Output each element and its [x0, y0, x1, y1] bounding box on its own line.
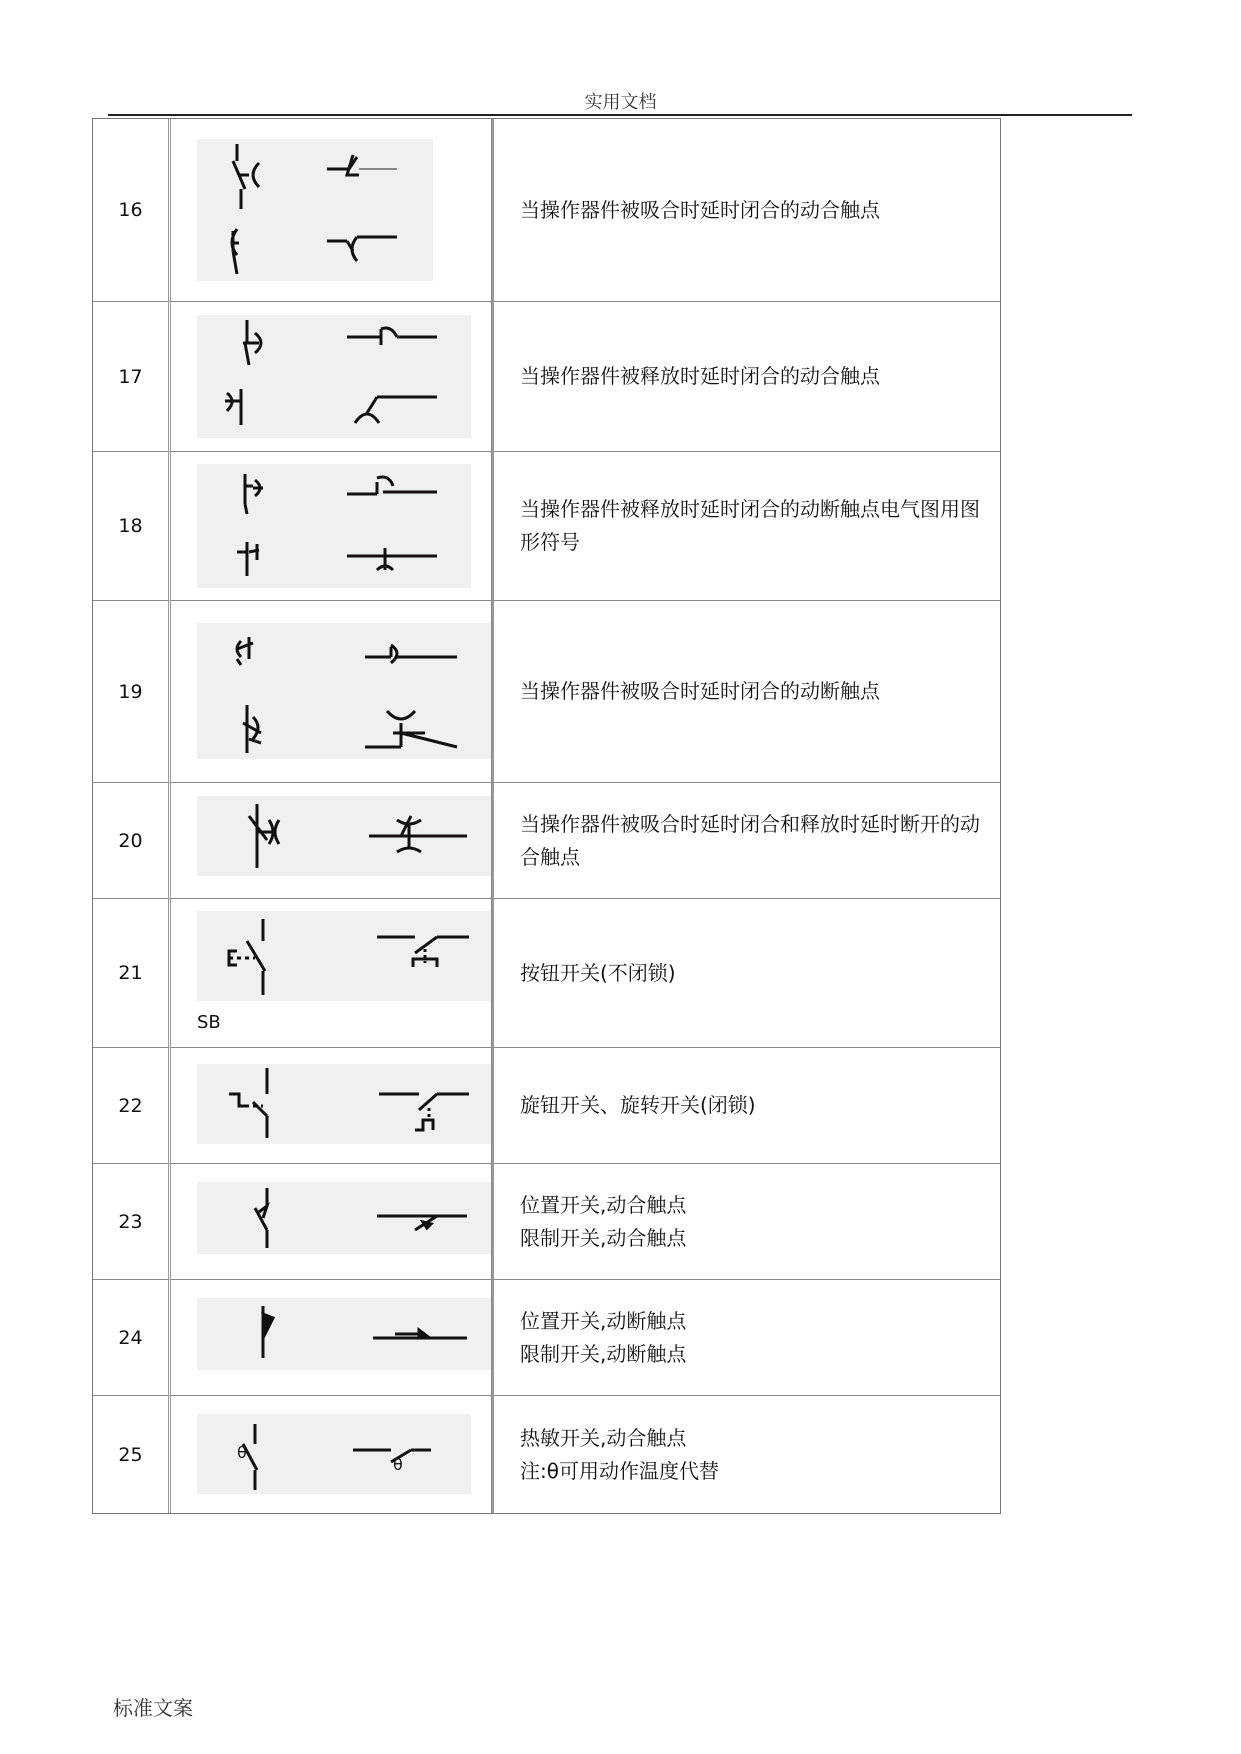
symbol-cell	[171, 302, 492, 452]
row-number: 21	[93, 899, 171, 1048]
description-line: 位置开关,动合触点	[520, 1192, 687, 1217]
symbol-cell	[171, 452, 492, 601]
row-number: 24	[93, 1280, 171, 1396]
table-row	[93, 783, 1000, 899]
description	[492, 1396, 1000, 1513]
symbol-cell	[171, 783, 492, 899]
table-row	[93, 1048, 1000, 1164]
time-delay-closing-break-contact-released-symbol-icon	[197, 464, 471, 588]
symbol-cell	[171, 1164, 492, 1280]
table-row	[93, 1164, 1000, 1280]
row-number: 16	[93, 119, 171, 302]
table-row	[93, 119, 1000, 302]
description: 当操作器件被吸合时延时闭合和释放时延时断开的动合触点	[492, 783, 1000, 899]
time-delay-make-contact-both-symbol-icon	[197, 796, 491, 876]
time-delay-closing-make-contact-released-symbol-icon	[197, 315, 471, 438]
symbol-cell	[171, 119, 492, 302]
time-delay-closing-make-contact-energized-symbol-icon	[197, 139, 433, 281]
description-line: 限制开关,动合触点	[520, 1225, 687, 1250]
header-divider	[108, 114, 1132, 116]
table-row	[93, 302, 1000, 452]
description: 当操作器件被吸合时延时闭合的动断触点	[492, 601, 1000, 783]
symbol-cell	[171, 1048, 492, 1164]
description	[492, 1280, 1000, 1396]
table-row	[93, 601, 1000, 783]
description: 当操作器件被释放时延时闭合的动合触点	[492, 302, 1000, 452]
row-number: 18	[93, 452, 171, 601]
push-button-switch-symbol-icon	[197, 911, 491, 1001]
row-number: 19	[93, 601, 171, 783]
symbol-code-label: SB	[197, 1012, 221, 1033]
symbol-cell	[171, 899, 492, 1048]
description: 当操作器件被吸合时延时闭合的动合触点	[492, 119, 1000, 302]
row-number: 17	[93, 302, 171, 452]
position-switch-break-contact-symbol-icon	[197, 1298, 491, 1370]
description	[492, 1164, 1000, 1280]
row-number: 25	[93, 1396, 171, 1513]
page-footer: 标准文案	[113, 1696, 193, 1720]
position-switch-make-contact-symbol-icon	[197, 1182, 491, 1254]
description: 按钮开关(不闭锁)	[492, 899, 1000, 1048]
page-header: 实用文档	[584, 92, 657, 113]
description-line: 热敏开关,动合触点	[520, 1425, 687, 1450]
row-number: 20	[93, 783, 171, 899]
table-row	[93, 452, 1000, 601]
symbol-cell	[171, 601, 492, 783]
description-line: 限制开关,动断触点	[520, 1341, 687, 1366]
description-line: 注:θ可用动作温度代替	[520, 1458, 719, 1483]
description-line: 位置开关,动断触点	[520, 1308, 687, 1333]
symbol-cell	[171, 1280, 492, 1396]
table-row	[93, 1396, 1000, 1513]
time-delay-closing-break-contact-energized-symbol-icon	[197, 623, 491, 759]
theta-label: θ	[237, 1443, 247, 1462]
table-row	[93, 899, 1000, 1048]
row-number: 22	[93, 1048, 171, 1164]
theta-label: θ	[393, 1455, 403, 1474]
symbol-cell	[171, 1396, 492, 1513]
description: 旋钮开关、旋转开关(闭锁)	[492, 1048, 1000, 1164]
row-number: 23	[93, 1164, 171, 1280]
rotary-switch-symbol-icon	[197, 1064, 491, 1144]
thermal-switch-make-contact-symbol-icon	[197, 1414, 471, 1494]
description: 当操作器件被释放时延时闭合的动断触点电气图用图形符号	[492, 452, 1000, 601]
symbol-table	[92, 118, 1001, 1514]
table-row	[93, 1280, 1000, 1396]
